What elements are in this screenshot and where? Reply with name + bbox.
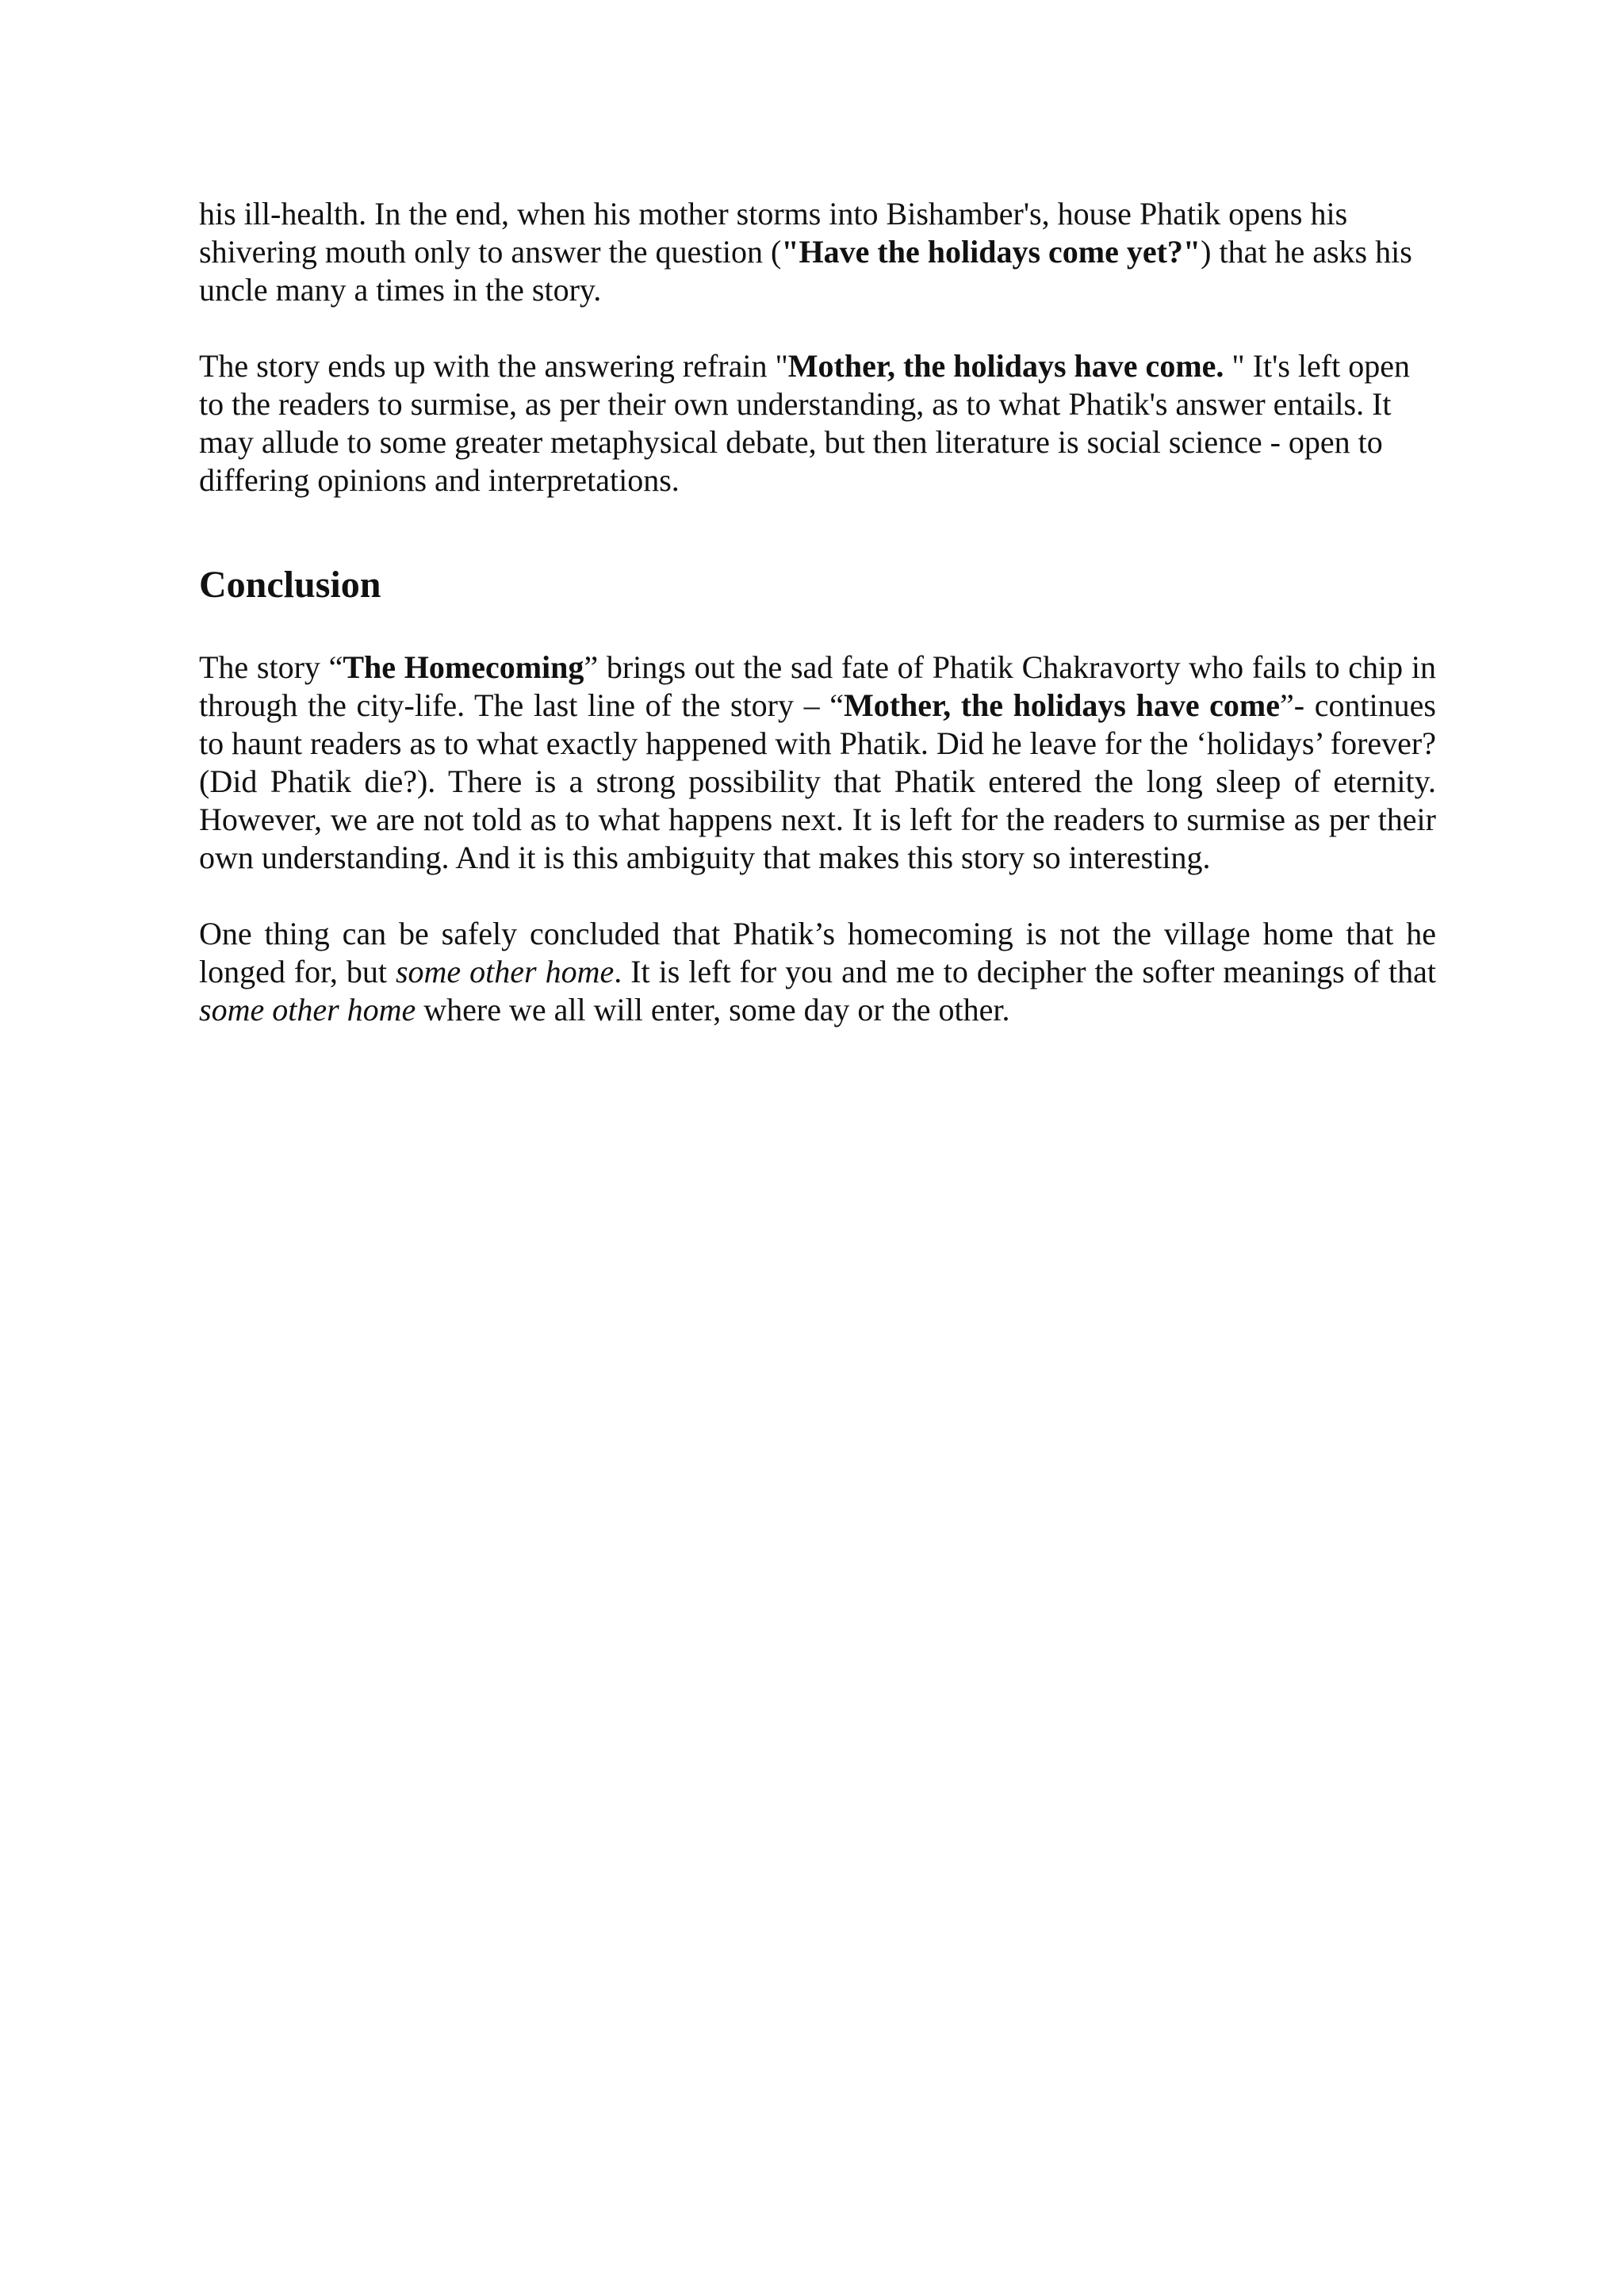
italic-phrase: some other home <box>199 992 416 1027</box>
bold-quote: "Have the holidays come yet?" <box>781 234 1201 270</box>
text-run: where we all will enter, some day or the other. <box>416 992 1010 1027</box>
italic-phrase: some other home <box>395 954 615 989</box>
bold-quote: Mother, the holidays have come <box>843 687 1281 723</box>
paragraph-conclusion-1 <box>199 649 1436 877</box>
text-run: The story “ <box>199 649 343 685</box>
section-heading-conclusion: Conclusion <box>199 564 381 606</box>
paragraph-conclusion-2 <box>199 915 1436 1029</box>
document-body <box>199 195 1436 1029</box>
text-run: One thing can be safely concluded that Phatik’s homecoming is not the village home that he longed for, but <box>199 916 1436 989</box>
bold-quote: Mother, the holidays have come. <box>787 348 1224 384</box>
paragraph-ill-health <box>199 195 1436 309</box>
paragraph-spacer <box>199 877 1436 915</box>
text-run: his ill-health. In the end, when his mother storms into Bishamber's, house Phatik opens his shivering mouth only to answer the question ( <box>199 196 1348 270</box>
text-run: ”- continues to haunt readers as to what exactly happened with Phatik. Did he leave for the ‘holidays’ forever? (Did Phatik die?). There is a strong possibility that Phatik entered the long sleep of eternity. However, we are not told as to what happens next. It is left for the readers to surmise as per their own understanding. And it is this ambiguity that makes this story so interesting. <box>199 687 1437 875</box>
paragraph-spacer <box>199 309 1436 347</box>
text-run: ) that he asks his uncle many a times in the story. <box>199 234 1412 308</box>
text-run: " It's left open to the readers to surmise, as per their own understanding, as to what Phatik's answer entails. It may allude to some greater metaphysical debate, but then literature is social science - open to differing opinions and interpretations. <box>199 348 1410 498</box>
text-run: ” brings out the sad fate of Phatik Chakravorty who fails to chip in through the city-life. The last line of the story – “ <box>199 649 1436 723</box>
heading-spacer <box>199 609 1436 649</box>
section-spacer <box>199 499 1436 561</box>
bold-title: The Homecoming <box>343 649 584 685</box>
text-run: . It is left for you and me to decipher the softer meanings of that <box>614 954 1436 989</box>
paragraph-refrain <box>199 347 1436 499</box>
text-run: The story ends up with the answering refrain " <box>199 348 788 384</box>
